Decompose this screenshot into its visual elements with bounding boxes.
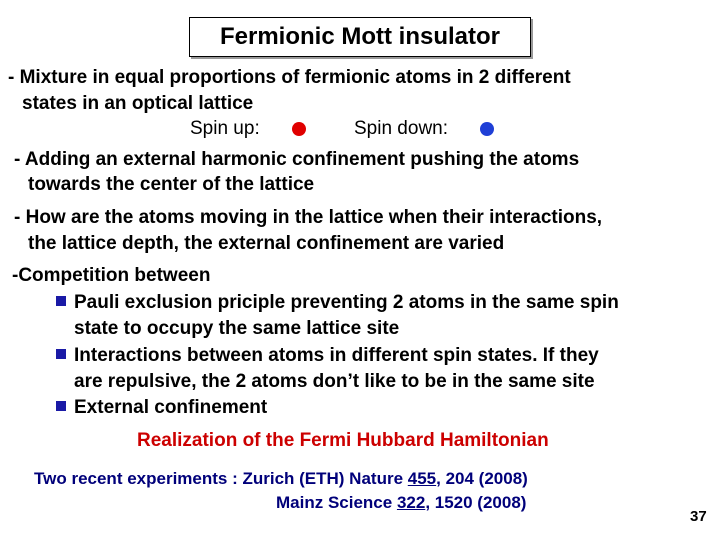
bullet-square-icon: [56, 401, 66, 411]
experiments-line-2: Mainz Science 322, 1520 (2008): [276, 493, 527, 512]
sub-bullet-1-line-1: Pauli exclusion priciple preventing 2 atoms in the same spin: [56, 290, 619, 316]
bullet-3-line-2: the lattice depth, the external confinement are varied: [28, 233, 505, 254]
nature-volume: 455: [407, 469, 437, 488]
bullet-2-line-2: towards the center of the lattice: [28, 174, 315, 195]
bullet-1-line-1: - Mixture in equal proportions of fermionic atoms in 2 different: [8, 67, 571, 88]
science-volume: 322: [396, 493, 426, 512]
sub-bullet-1-line-2: state to occupy the same lattice site: [74, 318, 400, 339]
bullet-3-line-1: - How are the atoms moving in the lattice when their interactions,: [14, 207, 603, 228]
bullet-square-icon: [56, 296, 66, 306]
page-number: 37: [690, 508, 707, 525]
spin-down-label: Spin down:: [354, 118, 449, 139]
bullet-4-heading: -Competition between: [12, 265, 211, 286]
slide-title: Fermionic Mott insulator: [189, 17, 531, 57]
bullet-2-line-1: - Adding an external harmonic confinement pushing the atoms: [14, 149, 580, 170]
spin-up-dot-icon: [292, 122, 306, 136]
spin-down-dot-icon: [480, 122, 494, 136]
sub-bullet-2-line-1: Interactions between atoms in different spin states. If they: [56, 343, 599, 369]
spin-up-label: Spin up:: [190, 118, 260, 139]
bullet-square-icon: [56, 349, 66, 359]
sub-bullet-3-line-1: External confinement: [56, 395, 267, 421]
experiments-line-1: Two recent experiments : Zurich (ETH) Nature 455, 204 (2008): [34, 469, 528, 488]
realization-heading: Realization of the Fermi Hubbard Hamiltonian: [137, 430, 549, 451]
bullet-1-line-2: states in an optical lattice: [22, 93, 254, 114]
sub-bullet-2-line-2: are repulsive, the 2 atoms don’t like to be in the same site: [74, 371, 595, 392]
